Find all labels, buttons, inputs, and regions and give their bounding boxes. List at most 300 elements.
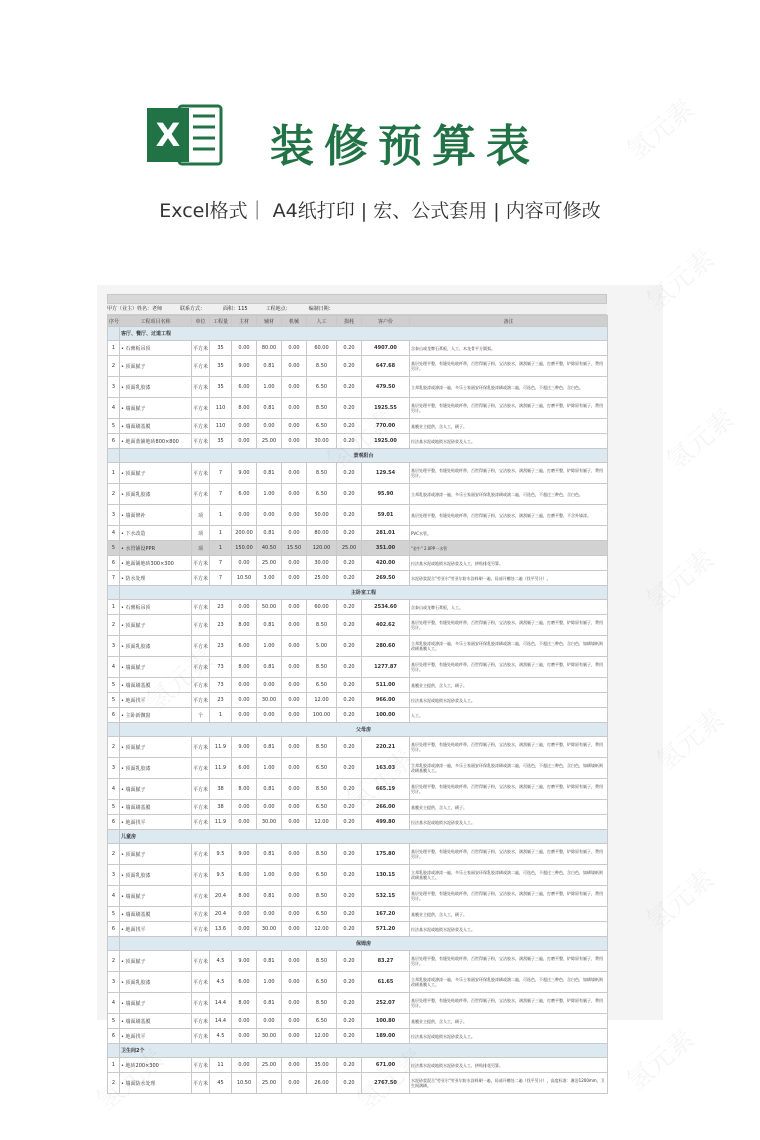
aux-material-cell: 0.81 bbox=[257, 398, 282, 419]
machine-cell: 0.00 bbox=[282, 922, 307, 937]
note-cell: 基层处理平整，有缝处贴玻纤带，百世得腻子粉，宝洁胶水，满刮腻子三遍，打磨平整，铲除原有腻子，费用另计。 bbox=[410, 844, 608, 865]
loss-cell: 25.00 bbox=[337, 541, 362, 556]
column-header: 人工 bbox=[307, 316, 337, 327]
note-cell: 立邦乳胶漆或渗漆一遍，多乐士家丽安环保乳胶漆刷或滚二遍，可选色，不超过三种色，含白色，如刷墙纸则改刷基膜人工。 bbox=[410, 758, 608, 779]
customer-price-cell: 2534.60 bbox=[362, 600, 410, 615]
aux-material-cell: 1.00 bbox=[257, 377, 282, 398]
quantity-cell: 110 bbox=[210, 419, 232, 434]
aux-material-cell: 25.00 bbox=[257, 1073, 282, 1094]
note-cell: 人工。 bbox=[410, 708, 608, 723]
unit-cell: 平方米 bbox=[192, 922, 210, 937]
table-row[interactable] bbox=[108, 615, 608, 636]
item-name-cell: • 地面找平 bbox=[120, 922, 192, 937]
machine-cell: 0.00 bbox=[282, 419, 307, 434]
quantity-cell: 7 bbox=[210, 484, 232, 505]
machine-cell: 0.00 bbox=[282, 678, 307, 693]
column-header: 客户价 bbox=[362, 316, 410, 327]
loss-cell: 0.20 bbox=[337, 434, 362, 449]
seq-cell: 4 bbox=[108, 779, 120, 800]
customer-price-cell: 671.00 bbox=[362, 1058, 410, 1073]
main-material-cell: 10.50 bbox=[232, 571, 257, 586]
item-name-cell: • 墙面刷基膜 bbox=[120, 419, 192, 434]
table-row[interactable] bbox=[108, 1058, 608, 1073]
loss-cell: 0.20 bbox=[337, 1058, 362, 1073]
table-row[interactable] bbox=[108, 484, 608, 505]
table-row[interactable] bbox=[108, 907, 608, 922]
quantity-cell: 35 bbox=[210, 341, 232, 356]
item-name-cell: • 石膏板吊顶 bbox=[120, 600, 192, 615]
table-row[interactable] bbox=[108, 865, 608, 886]
aux-material-cell: 30.00 bbox=[257, 693, 282, 708]
labor-cell: 8.50 bbox=[307, 463, 337, 484]
table-row[interactable] bbox=[108, 972, 608, 993]
aux-material-cell: 40.50 bbox=[257, 541, 282, 556]
aux-material-cell: 25.00 bbox=[257, 556, 282, 571]
machine-cell: 0.00 bbox=[282, 636, 307, 657]
item-name-cell: • 地面找平 bbox=[120, 815, 192, 830]
customer-price-cell: 83.27 bbox=[362, 951, 410, 972]
main-material-cell: 0.00 bbox=[232, 1058, 257, 1073]
seq-cell: 4 bbox=[108, 526, 120, 541]
item-name-cell: • 墙面腻子 bbox=[120, 657, 192, 678]
machine-cell: 0.00 bbox=[282, 907, 307, 922]
table-row[interactable] bbox=[108, 556, 608, 571]
unit-cell: 平方米 bbox=[192, 865, 210, 886]
column-header: 机械 bbox=[282, 316, 307, 327]
section-cell bbox=[108, 586, 120, 600]
labor-cell: 6.50 bbox=[307, 907, 337, 922]
machine-cell: 0.00 bbox=[282, 1014, 307, 1029]
labor-cell: 6.50 bbox=[307, 972, 337, 993]
machine-cell: 0.00 bbox=[282, 657, 307, 678]
main-material-cell: 8.00 bbox=[232, 657, 257, 678]
unit-cell: 平方米 bbox=[192, 815, 210, 830]
table-row[interactable] bbox=[108, 815, 608, 830]
labor-cell: 8.50 bbox=[307, 657, 337, 678]
labor-cell: 60.00 bbox=[307, 600, 337, 615]
loss-cell: 0.20 bbox=[337, 463, 362, 484]
client-info-row bbox=[107, 304, 607, 315]
loss-cell: 0.20 bbox=[337, 1029, 362, 1044]
quantity-cell: 45 bbox=[210, 1073, 232, 1094]
aux-material-cell: 0.81 bbox=[257, 526, 282, 541]
unit-cell: 平方米 bbox=[192, 657, 210, 678]
unit-cell: 平方米 bbox=[192, 398, 210, 419]
seq-cell: 3 bbox=[108, 758, 120, 779]
unit-cell: 平方米 bbox=[192, 844, 210, 865]
labor-cell: 35.00 bbox=[307, 1058, 337, 1073]
seq-cell: 2 bbox=[108, 951, 120, 972]
table-row[interactable] bbox=[108, 708, 608, 723]
item-name-cell: • 墙面修补 bbox=[120, 505, 192, 526]
table-row[interactable] bbox=[108, 993, 608, 1014]
quantity-cell: 1 bbox=[210, 505, 232, 526]
labor-cell: 12.00 bbox=[307, 1029, 337, 1044]
seq-cell: 3 bbox=[108, 636, 120, 657]
seq-cell: 3 bbox=[108, 377, 120, 398]
loss-cell: 0.20 bbox=[337, 993, 362, 1014]
section-header-row bbox=[108, 937, 608, 951]
unit-cell: 项 bbox=[192, 505, 210, 526]
seq-cell: 7 bbox=[108, 571, 120, 586]
main-material-cell: 6.00 bbox=[232, 377, 257, 398]
note-cell: 含泰山或龙牌石膏板，人工、木龙骨平方圆弧。 bbox=[410, 341, 608, 356]
labor-cell: 30.00 bbox=[307, 434, 337, 449]
info-field: 工程地点： bbox=[265, 306, 291, 312]
unit-cell: 平方米 bbox=[192, 779, 210, 800]
main-material-cell: 0.00 bbox=[232, 907, 257, 922]
labor-cell: 8.50 bbox=[307, 844, 337, 865]
note-cell: 基膜业主提供，含人工，刷子。 bbox=[410, 907, 608, 922]
loss-cell: 0.20 bbox=[337, 693, 362, 708]
table-row[interactable] bbox=[108, 571, 608, 586]
loss-cell: 0.20 bbox=[337, 505, 362, 526]
aux-material-cell: 0.81 bbox=[257, 615, 282, 636]
section-cell bbox=[108, 830, 120, 844]
machine-cell: 0.00 bbox=[282, 972, 307, 993]
labor-cell: 8.50 bbox=[307, 615, 337, 636]
customer-price-cell: 402.62 bbox=[362, 615, 410, 636]
table-row[interactable] bbox=[108, 463, 608, 484]
labor-cell: 12.00 bbox=[307, 693, 337, 708]
seq-cell: 6 bbox=[108, 556, 120, 571]
note-cell: 基膜业主提供，含人工，刷子。 bbox=[410, 800, 608, 815]
unit-cell: 平方米 bbox=[192, 463, 210, 484]
aux-material-cell: 80.00 bbox=[257, 341, 282, 356]
item-name-cell: • 地面找平 bbox=[120, 693, 192, 708]
machine-cell: 0.00 bbox=[282, 693, 307, 708]
customer-price-cell: 100.00 bbox=[362, 708, 410, 723]
item-name-cell: • 顶面乳胶漆 bbox=[120, 377, 192, 398]
quantity-cell: 20.4 bbox=[210, 907, 232, 922]
customer-price-cell: 351.00 bbox=[362, 541, 410, 556]
main-material-cell: 9.00 bbox=[232, 844, 257, 865]
note-cell: 基层处理平整，有缝处贴玻纤带，百世得腻子粉，宝洁胶水，满刮腻子三遍，打磨平整，不含外墙漆。 bbox=[410, 505, 608, 526]
main-material-cell: 8.00 bbox=[232, 779, 257, 800]
table-row[interactable] bbox=[108, 886, 608, 907]
seq-cell: 5 bbox=[108, 907, 120, 922]
main-material-cell: 9.00 bbox=[232, 737, 257, 758]
note-cell: 基膜业主提供，含人工，刷子。 bbox=[410, 419, 608, 434]
unit-cell: 项 bbox=[192, 526, 210, 541]
seq-cell: 5 bbox=[108, 419, 120, 434]
customer-price-cell: 2767.50 bbox=[362, 1073, 410, 1094]
table-row[interactable] bbox=[108, 1014, 608, 1029]
item-name-cell: • 墙面刷基膜 bbox=[120, 1014, 192, 1029]
labor-cell: 6.50 bbox=[307, 865, 337, 886]
section-header-row bbox=[108, 723, 608, 737]
quantity-cell: 11.9 bbox=[210, 737, 232, 758]
item-name-cell: • 顶面腻子 bbox=[120, 737, 192, 758]
customer-price-cell: 175.80 bbox=[362, 844, 410, 865]
unit-cell: 平方米 bbox=[192, 951, 210, 972]
seq-cell: 1 bbox=[108, 600, 120, 615]
customer-price-cell: 59.01 bbox=[362, 505, 410, 526]
section-title: 景观阳台 bbox=[120, 449, 608, 463]
note-cell: 基层处理平整，有缝处贴玻纤带，百世得腻子粉，宝洁胶水，满刮腻子三遍，打磨平整，铲除原有腻子，费用另计。 bbox=[410, 398, 608, 419]
section-title: 保姆房 bbox=[120, 937, 608, 951]
labor-cell: 6.50 bbox=[307, 419, 337, 434]
aux-material-cell: 0.00 bbox=[257, 505, 282, 526]
item-name-cell: • 顶面腻子 bbox=[120, 615, 192, 636]
customer-price-cell: 1925.00 bbox=[362, 434, 410, 449]
item-name-cell: • 顶面乳胶漆 bbox=[120, 636, 192, 657]
item-name-cell: • 顶面腻子 bbox=[120, 463, 192, 484]
table-row[interactable] bbox=[108, 844, 608, 865]
aux-material-cell: 25.00 bbox=[257, 434, 282, 449]
loss-cell: 0.20 bbox=[337, 356, 362, 377]
machine-cell: 0.00 bbox=[282, 1058, 307, 1073]
customer-price-cell: 647.68 bbox=[362, 356, 410, 377]
table-row[interactable] bbox=[108, 341, 608, 356]
note-cell: 拉法基水泥或地锁水泥砂浆及人工。 bbox=[410, 1029, 608, 1044]
customer-price-cell: 189.00 bbox=[362, 1029, 410, 1044]
labor-cell: 8.50 bbox=[307, 993, 337, 1014]
customer-price-cell: 280.60 bbox=[362, 636, 410, 657]
loss-cell: 0.20 bbox=[337, 571, 362, 586]
seq-cell: 4 bbox=[108, 398, 120, 419]
item-name-cell: • 水管铺设PPR bbox=[120, 541, 192, 556]
item-name-cell: • 防水处理 bbox=[120, 571, 192, 586]
section-cell bbox=[108, 449, 120, 463]
loss-cell: 0.20 bbox=[337, 844, 362, 865]
unit-cell: 平方米 bbox=[192, 636, 210, 657]
main-material-cell: 150.00 bbox=[232, 541, 257, 556]
table-row[interactable] bbox=[108, 377, 608, 398]
main-material-cell: 0.00 bbox=[232, 708, 257, 723]
item-name-cell: • 墙面腻子 bbox=[120, 398, 192, 419]
note-cell: 立邦乳胶漆或渗漆一遍，多乐士家丽安环保乳胶漆刷或滚二遍，可选色，不超过三种色，含白色。 bbox=[410, 377, 608, 398]
aux-material-cell: 0.81 bbox=[257, 737, 282, 758]
page-subtitle: Excel格式｜ A4纸打印 | 宏、公式套用 | 内容可修改 bbox=[159, 200, 601, 222]
loss-cell: 0.20 bbox=[337, 1073, 362, 1094]
aux-material-cell: 0.81 bbox=[257, 779, 282, 800]
aux-material-cell: 0.00 bbox=[257, 419, 282, 434]
aux-material-cell: 0.81 bbox=[257, 657, 282, 678]
unit-cell: 个 bbox=[192, 708, 210, 723]
quantity-cell: 13.6 bbox=[210, 922, 232, 937]
main-material-cell: 8.00 bbox=[232, 615, 257, 636]
main-material-cell: 8.00 bbox=[232, 886, 257, 907]
labor-cell: 12.00 bbox=[307, 922, 337, 937]
seq-cell: 4 bbox=[108, 886, 120, 907]
aux-material-cell: 0.81 bbox=[257, 356, 282, 377]
item-name-cell: • 顶面乳胶漆 bbox=[120, 484, 192, 505]
note-cell: 基膜业主提供，含人工，刷子。 bbox=[410, 1014, 608, 1029]
loss-cell: 0.20 bbox=[337, 972, 362, 993]
loss-cell: 0.20 bbox=[337, 678, 362, 693]
customer-price-cell: 130.15 bbox=[362, 865, 410, 886]
aux-material-cell: 0.00 bbox=[257, 907, 282, 922]
note-cell: 基层处理平整，有缝处贴玻纤带，百世得腻子粉，宝洁胶水，满刮腻子三遍，打磨平整，铲除原有腻子，费用另计。 bbox=[410, 951, 608, 972]
machine-cell: 15.50 bbox=[282, 541, 307, 556]
column-header: 单位 bbox=[192, 316, 210, 327]
machine-cell: 0.00 bbox=[282, 571, 307, 586]
machine-cell: 0.00 bbox=[282, 844, 307, 865]
customer-price-cell: 966.00 bbox=[362, 693, 410, 708]
quantity-cell: 1 bbox=[210, 708, 232, 723]
machine-cell: 0.00 bbox=[282, 600, 307, 615]
note-cell: 基层处理平整，有缝处贴玻纤带，百世得腻子粉，宝洁胶水，满刮腻子三遍，打磨平整，铲除原有腻子，费用另计。 bbox=[410, 615, 608, 636]
table-row[interactable] bbox=[108, 541, 608, 556]
seq-cell: 5 bbox=[108, 678, 120, 693]
loss-cell: 0.20 bbox=[337, 615, 362, 636]
quantity-cell: 11 bbox=[210, 1058, 232, 1073]
loss-cell: 0.20 bbox=[337, 800, 362, 815]
seq-cell: 3 bbox=[108, 972, 120, 993]
aux-material-cell: 30.00 bbox=[257, 1029, 282, 1044]
customer-price-cell: 4907.00 bbox=[362, 341, 410, 356]
unit-cell: 平方米 bbox=[192, 571, 210, 586]
section-header-row bbox=[108, 586, 608, 600]
table-row[interactable] bbox=[108, 600, 608, 615]
seq-cell: 6 bbox=[108, 922, 120, 937]
unit-cell: 平方米 bbox=[192, 1014, 210, 1029]
main-material-cell: 0.00 bbox=[232, 678, 257, 693]
customer-price-cell: 770.00 bbox=[362, 419, 410, 434]
machine-cell: 0.00 bbox=[282, 1029, 307, 1044]
note-cell: 立邦乳胶漆或渗漆一遍，多乐士家丽安环保乳胶漆刷或滚二遍，可选色，不超过三种色，含白色，如刷墙纸则改刷基膜人工。 bbox=[410, 972, 608, 993]
section-cell bbox=[108, 1044, 120, 1058]
main-material-cell: 6.00 bbox=[232, 972, 257, 993]
info-field: 面积：115 bbox=[223, 306, 248, 312]
machine-cell: 0.00 bbox=[282, 615, 307, 636]
customer-price-cell: 129.54 bbox=[362, 463, 410, 484]
page-title: 装修预算表 bbox=[270, 121, 540, 172]
machine-cell: 0.00 bbox=[282, 800, 307, 815]
customer-price-cell: 266.00 bbox=[362, 800, 410, 815]
labor-cell: 8.50 bbox=[307, 886, 337, 907]
seq-cell: 2 bbox=[108, 615, 120, 636]
quantity-cell: 9.5 bbox=[210, 844, 232, 865]
aux-material-cell: 0.00 bbox=[257, 708, 282, 723]
seq-cell: 2 bbox=[108, 844, 120, 865]
quantity-cell: 7 bbox=[210, 463, 232, 484]
note-cell: 立邦乳胶漆或渗漆一遍，多乐士家丽安环保乳胶漆刷或滚二遍，可选色，不超过三种色，含白色。 bbox=[410, 484, 608, 505]
column-header: 工程量 bbox=[210, 316, 232, 327]
table-row[interactable] bbox=[108, 505, 608, 526]
aux-material-cell: 0.81 bbox=[257, 993, 282, 1014]
quantity-cell: 23 bbox=[210, 693, 232, 708]
column-header: 损耗 bbox=[337, 316, 362, 327]
unit-cell: 平方米 bbox=[192, 693, 210, 708]
customer-price-cell: 479.50 bbox=[362, 377, 410, 398]
unit-cell: 平方米 bbox=[192, 419, 210, 434]
table-row[interactable] bbox=[108, 951, 608, 972]
labor-cell: 50.00 bbox=[307, 505, 337, 526]
item-name-cell: • 顶面腻子 bbox=[120, 356, 192, 377]
unit-cell: 平方米 bbox=[192, 434, 210, 449]
labor-cell: 8.50 bbox=[307, 398, 337, 419]
main-material-cell: 0.00 bbox=[232, 434, 257, 449]
labor-cell: 30.00 bbox=[307, 556, 337, 571]
unit-cell: 平方米 bbox=[192, 907, 210, 922]
note-cell: 拉法基水泥或地锁水泥砂浆及人工。 bbox=[410, 693, 608, 708]
labor-cell: 5.00 bbox=[307, 636, 337, 657]
item-name-cell: • 下水改造 bbox=[120, 526, 192, 541]
table-row[interactable] bbox=[108, 1029, 608, 1044]
loss-cell: 0.20 bbox=[337, 758, 362, 779]
main-material-cell: 0.00 bbox=[232, 600, 257, 615]
quantity-cell: 73 bbox=[210, 657, 232, 678]
labor-cell: 25.00 bbox=[307, 571, 337, 586]
machine-cell: 0.00 bbox=[282, 779, 307, 800]
customer-price-cell: 499.80 bbox=[362, 815, 410, 830]
main-material-cell: 8.00 bbox=[232, 398, 257, 419]
main-material-cell: 9.00 bbox=[232, 356, 257, 377]
loss-cell: 0.20 bbox=[337, 636, 362, 657]
main-material-cell: 0.00 bbox=[232, 815, 257, 830]
customer-price-cell: 511.00 bbox=[362, 678, 410, 693]
item-name-cell: • 墙面腻子 bbox=[120, 993, 192, 1014]
main-material-cell: 9.00 bbox=[232, 463, 257, 484]
section-title: 客厅、餐厅、过道工程 bbox=[120, 327, 608, 341]
note-cell: 基层处理平整，有缝处贴玻纤带，百世得腻子粉，宝洁胶水，满刮腻子三遍，打磨平整，铲除原有腻子，费用另计。 bbox=[410, 463, 608, 484]
labor-cell: 12.00 bbox=[307, 815, 337, 830]
section-title: 儿童房 bbox=[120, 830, 608, 844]
quantity-cell: 73 bbox=[210, 678, 232, 693]
table-header-row bbox=[108, 316, 608, 327]
quantity-cell: 4.5 bbox=[210, 951, 232, 972]
seq-cell: 6 bbox=[108, 708, 120, 723]
main-material-cell: 0.00 bbox=[232, 1014, 257, 1029]
item-name-cell: • 墙面腻子 bbox=[120, 779, 192, 800]
labor-cell: 6.50 bbox=[307, 1014, 337, 1029]
watermark-text bbox=[617, 1019, 701, 1097]
note-cell: 立邦乳胶漆或渗漆一遍，多乐士家丽安环保乳胶漆刷或滚二遍，可选色，不超过三种色，含白色，如刷墙纸则改刷基膜人工。 bbox=[410, 865, 608, 886]
item-name-cell: • 地面蓝铺地砖800×800 bbox=[120, 434, 192, 449]
note-cell: 基膜业主提供，含人工，刷子。 bbox=[410, 678, 608, 693]
table-row[interactable] bbox=[108, 922, 608, 937]
quantity-cell: 7 bbox=[210, 571, 232, 586]
main-material-cell: 0.00 bbox=[232, 922, 257, 937]
sheet-title-bar bbox=[107, 294, 607, 304]
note-cell: 基层处理平整，有缝处贴玻纤带，百世得腻子粉，宝洁胶水，满刮腻子三遍，打磨平整，铲除原有腻子，费用另计。 bbox=[410, 356, 608, 377]
table-row[interactable] bbox=[108, 356, 608, 377]
section-header-row bbox=[108, 1044, 608, 1058]
note-cell: PVC水管。 bbox=[410, 526, 608, 541]
quantity-cell: 1 bbox=[210, 541, 232, 556]
table-row[interactable] bbox=[108, 526, 608, 541]
labor-cell: 26.00 bbox=[307, 1073, 337, 1094]
quantity-cell: 23 bbox=[210, 615, 232, 636]
item-name-cell: • 墙面防水处理 bbox=[120, 1073, 192, 1094]
loss-cell: 0.20 bbox=[337, 951, 362, 972]
table-row[interactable] bbox=[108, 737, 608, 758]
customer-price-cell: 281.01 bbox=[362, 526, 410, 541]
machine-cell: 0.00 bbox=[282, 463, 307, 484]
loss-cell: 0.20 bbox=[337, 815, 362, 830]
labor-cell: 8.50 bbox=[307, 737, 337, 758]
seq-cell: 6 bbox=[108, 815, 120, 830]
quantity-cell: 23 bbox=[210, 600, 232, 615]
customer-price-cell: 163.03 bbox=[362, 758, 410, 779]
labor-cell: 60.00 bbox=[307, 341, 337, 356]
note-cell: 基层处理平整，有缝处贴玻纤带，百世得腻子粉，宝洁胶水，满刮腻子三遍，打磨平整，铲除原有腻子，费用另计。 bbox=[410, 779, 608, 800]
machine-cell: 0.00 bbox=[282, 556, 307, 571]
loss-cell: 0.20 bbox=[337, 526, 362, 541]
note-cell: 拉法基水泥或地锁水泥砂浆及人工，拼贴排花另算。 bbox=[410, 556, 608, 571]
customer-price-cell: 420.00 bbox=[362, 556, 410, 571]
loss-cell: 0.20 bbox=[337, 419, 362, 434]
info-field: 甲方（业主）姓名：老师 bbox=[107, 306, 163, 312]
machine-cell: 0.00 bbox=[282, 993, 307, 1014]
section-cell bbox=[108, 327, 120, 341]
quantity-cell: 14.4 bbox=[210, 993, 232, 1014]
aux-material-cell: 0.81 bbox=[257, 844, 282, 865]
labor-cell: 80.00 bbox=[307, 526, 337, 541]
unit-cell: 平方米 bbox=[192, 1058, 210, 1073]
